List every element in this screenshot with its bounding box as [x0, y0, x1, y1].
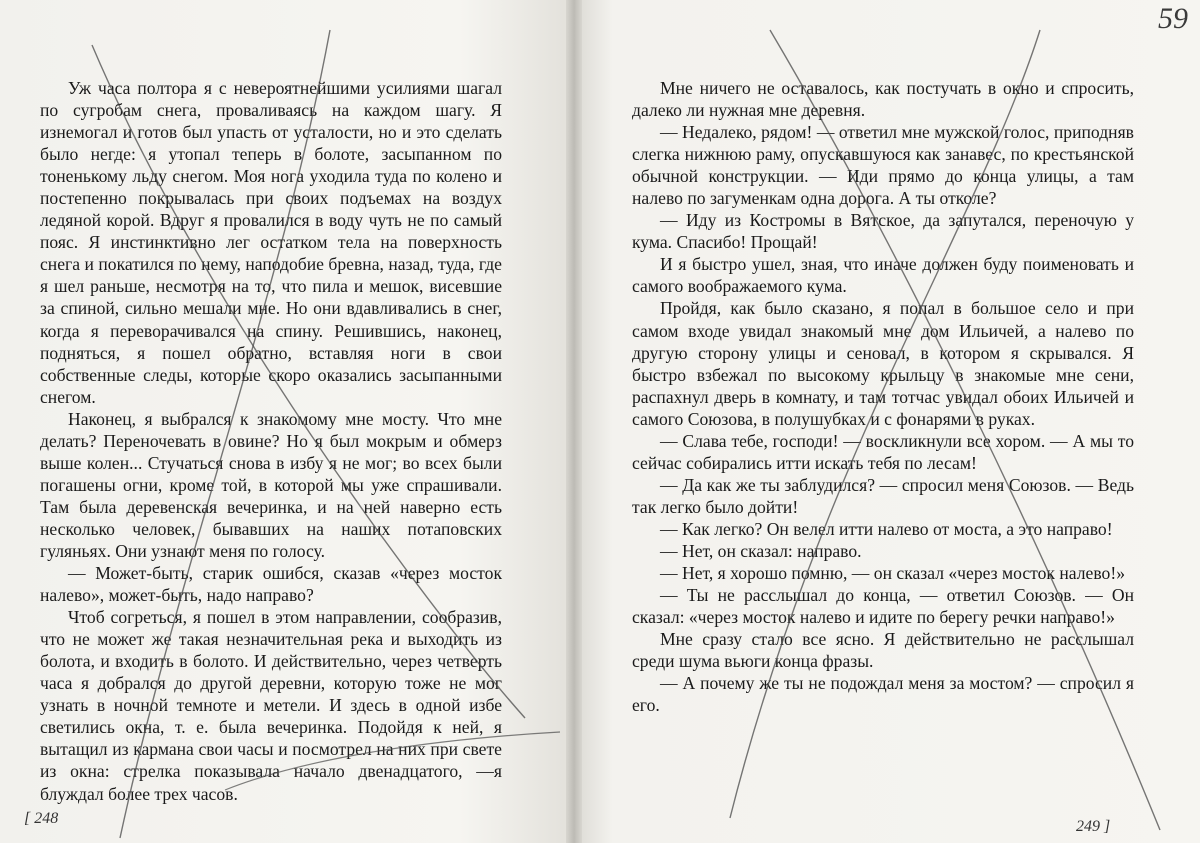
- paragraph: — Нет, он сказал: направо.: [660, 540, 862, 561]
- paragraph: — Иду из Костромы в Вятское, да запутался, переночую у кума. Спасибо! Прощай!: [632, 210, 1134, 253]
- paragraph: Мне ничего не оставалось, как постучать в окно и спросить, далеко ли нужная мне деревня.: [632, 78, 1134, 121]
- paragraph: Пройдя, как было сказано, я попал в большое село и при самом входе увидал знакомый мне дом Ильичей, а налево по другую сторону улицы и сеновал, в котором я скрывался. Я быстро взбежал по высокому крыльцу в знакомые мне сени, распахнул дверь в комнату, и там тотчас увидал обоих Ильичей и самого Союзова, в полушубках и с фонарями в руках.: [632, 298, 1134, 429]
- left-strike-tail: [225, 732, 560, 790]
- right-strike-line-b: [730, 30, 1040, 818]
- paragraph: — А почему же ты не подождал меня за мостом? — спросил я его.: [632, 673, 1134, 716]
- paragraph: — Нет, я хорошо помню, — он сказал «через мосток налево!»: [660, 563, 1125, 584]
- paragraph: — Может-быть, старик ошибся, сказав «через мосток налево», может-быть, надо направо?: [40, 563, 502, 606]
- paragraph: И я быстро ушел, зная, что иначе должен буду поименовать и самого воображаемого кума.: [632, 254, 1134, 297]
- handwritten-folio-number: 59: [1158, 2, 1188, 35]
- right-strike-line-a: [770, 30, 1160, 830]
- paragraph: — Как легко? Он велел итти налево от моста, а это направо!: [660, 518, 1113, 539]
- page-number-right: 249 ]: [1076, 818, 1111, 835]
- paragraph: Наконец, я выбрался к знакомому мне мосту. Что мне делать? Переночевать в овине? Но я был мокрым и обмерз выше колен... Стучаться снова в избу я не мог; во всех были погашены огни, кроме той, в которой мы уже спрашивали. Там была деревенская вечеринка, и на ней наверно есть несколько человек, бывавших на наших потаповских гуляньях. Они узнают меня по голосу.: [40, 408, 502, 561]
- paragraph: — Ты не расслышал до конца, — ответил Союзов. — Он сказал: «через мосток налево и идите по берегу речки направо!»: [632, 585, 1134, 628]
- paragraph: — Да как же ты заблудился? — спросил меня Союзов. — Ведь так легко было дойти!: [632, 474, 1134, 517]
- left-strike-line-a: [92, 45, 525, 718]
- paragraph: Мне сразу стало все ясно. Я действительно не расслышал среди шума вьюги конца фразы.: [632, 629, 1134, 672]
- page-number-left: [ 248: [24, 810, 59, 827]
- paragraph: — Слава тебе, господи! — воскликнули все хором. — А мы то сейчас собирались итти искать тебя по лесам!: [632, 430, 1134, 473]
- paragraph: — Недалеко, рядом! — ответил мне мужской голос, приподняв слегка нижнюю раму, опускавшуюся как занавес, по крестьянской обычной конструкции. — Иди прямо до конца улицы, а там налево по загуменкам одна дорога. А ты отколе?: [632, 122, 1134, 209]
- paragraph: Чтоб согреться, я пошел в этом направлении, сообразив, что не может же такая незначительная река и выходить из болота, и входить в болото. И действительно, через четверть часа я добрался до другой деревни, которую тоже не мог узнать в ночной темноте и метели. И здесь в одной избе светились окна, т. е. была вечеринка. Подойдя к ней, я вытащил из кармана свои часы и посмотрел на них при свете из окна: стрелка показывала начало двенадцатого, —я блуждал более трех часов.: [40, 607, 502, 804]
- paragraph: Уж часа полтора я с невероятнейшими усилиями шагал по сугробам снега, проваливаясь на каждом шагу. Я изнемогал и готов был упасть от усталости, но и это сделать было негде: я утопал теперь в болоте, засыпанном по тоненькому льду снегом. Моя нога уходила туда по колено и постепенно покрывалась при своих подъемах на воздух ледяной корой. Вдруг я провалился в воду чуть не по самый пояс. Я инстинктивно лег остатком тела на поверхность снега и покатился по нему, наподобие бревна, назад, туда, где я шел раньше, несмотря на то, что пила и мешок, висевшие за спиной, сильно мешали мне. Но они вдавливались в снег, когда я переворачивался на спину. Решившись, наконец, подняться, я пошел обратно, вставляя ноги в свои собственные следы, которые скоро оказались засыпанными снегом.: [40, 78, 502, 407]
- left-strike-line-b: [120, 30, 330, 838]
